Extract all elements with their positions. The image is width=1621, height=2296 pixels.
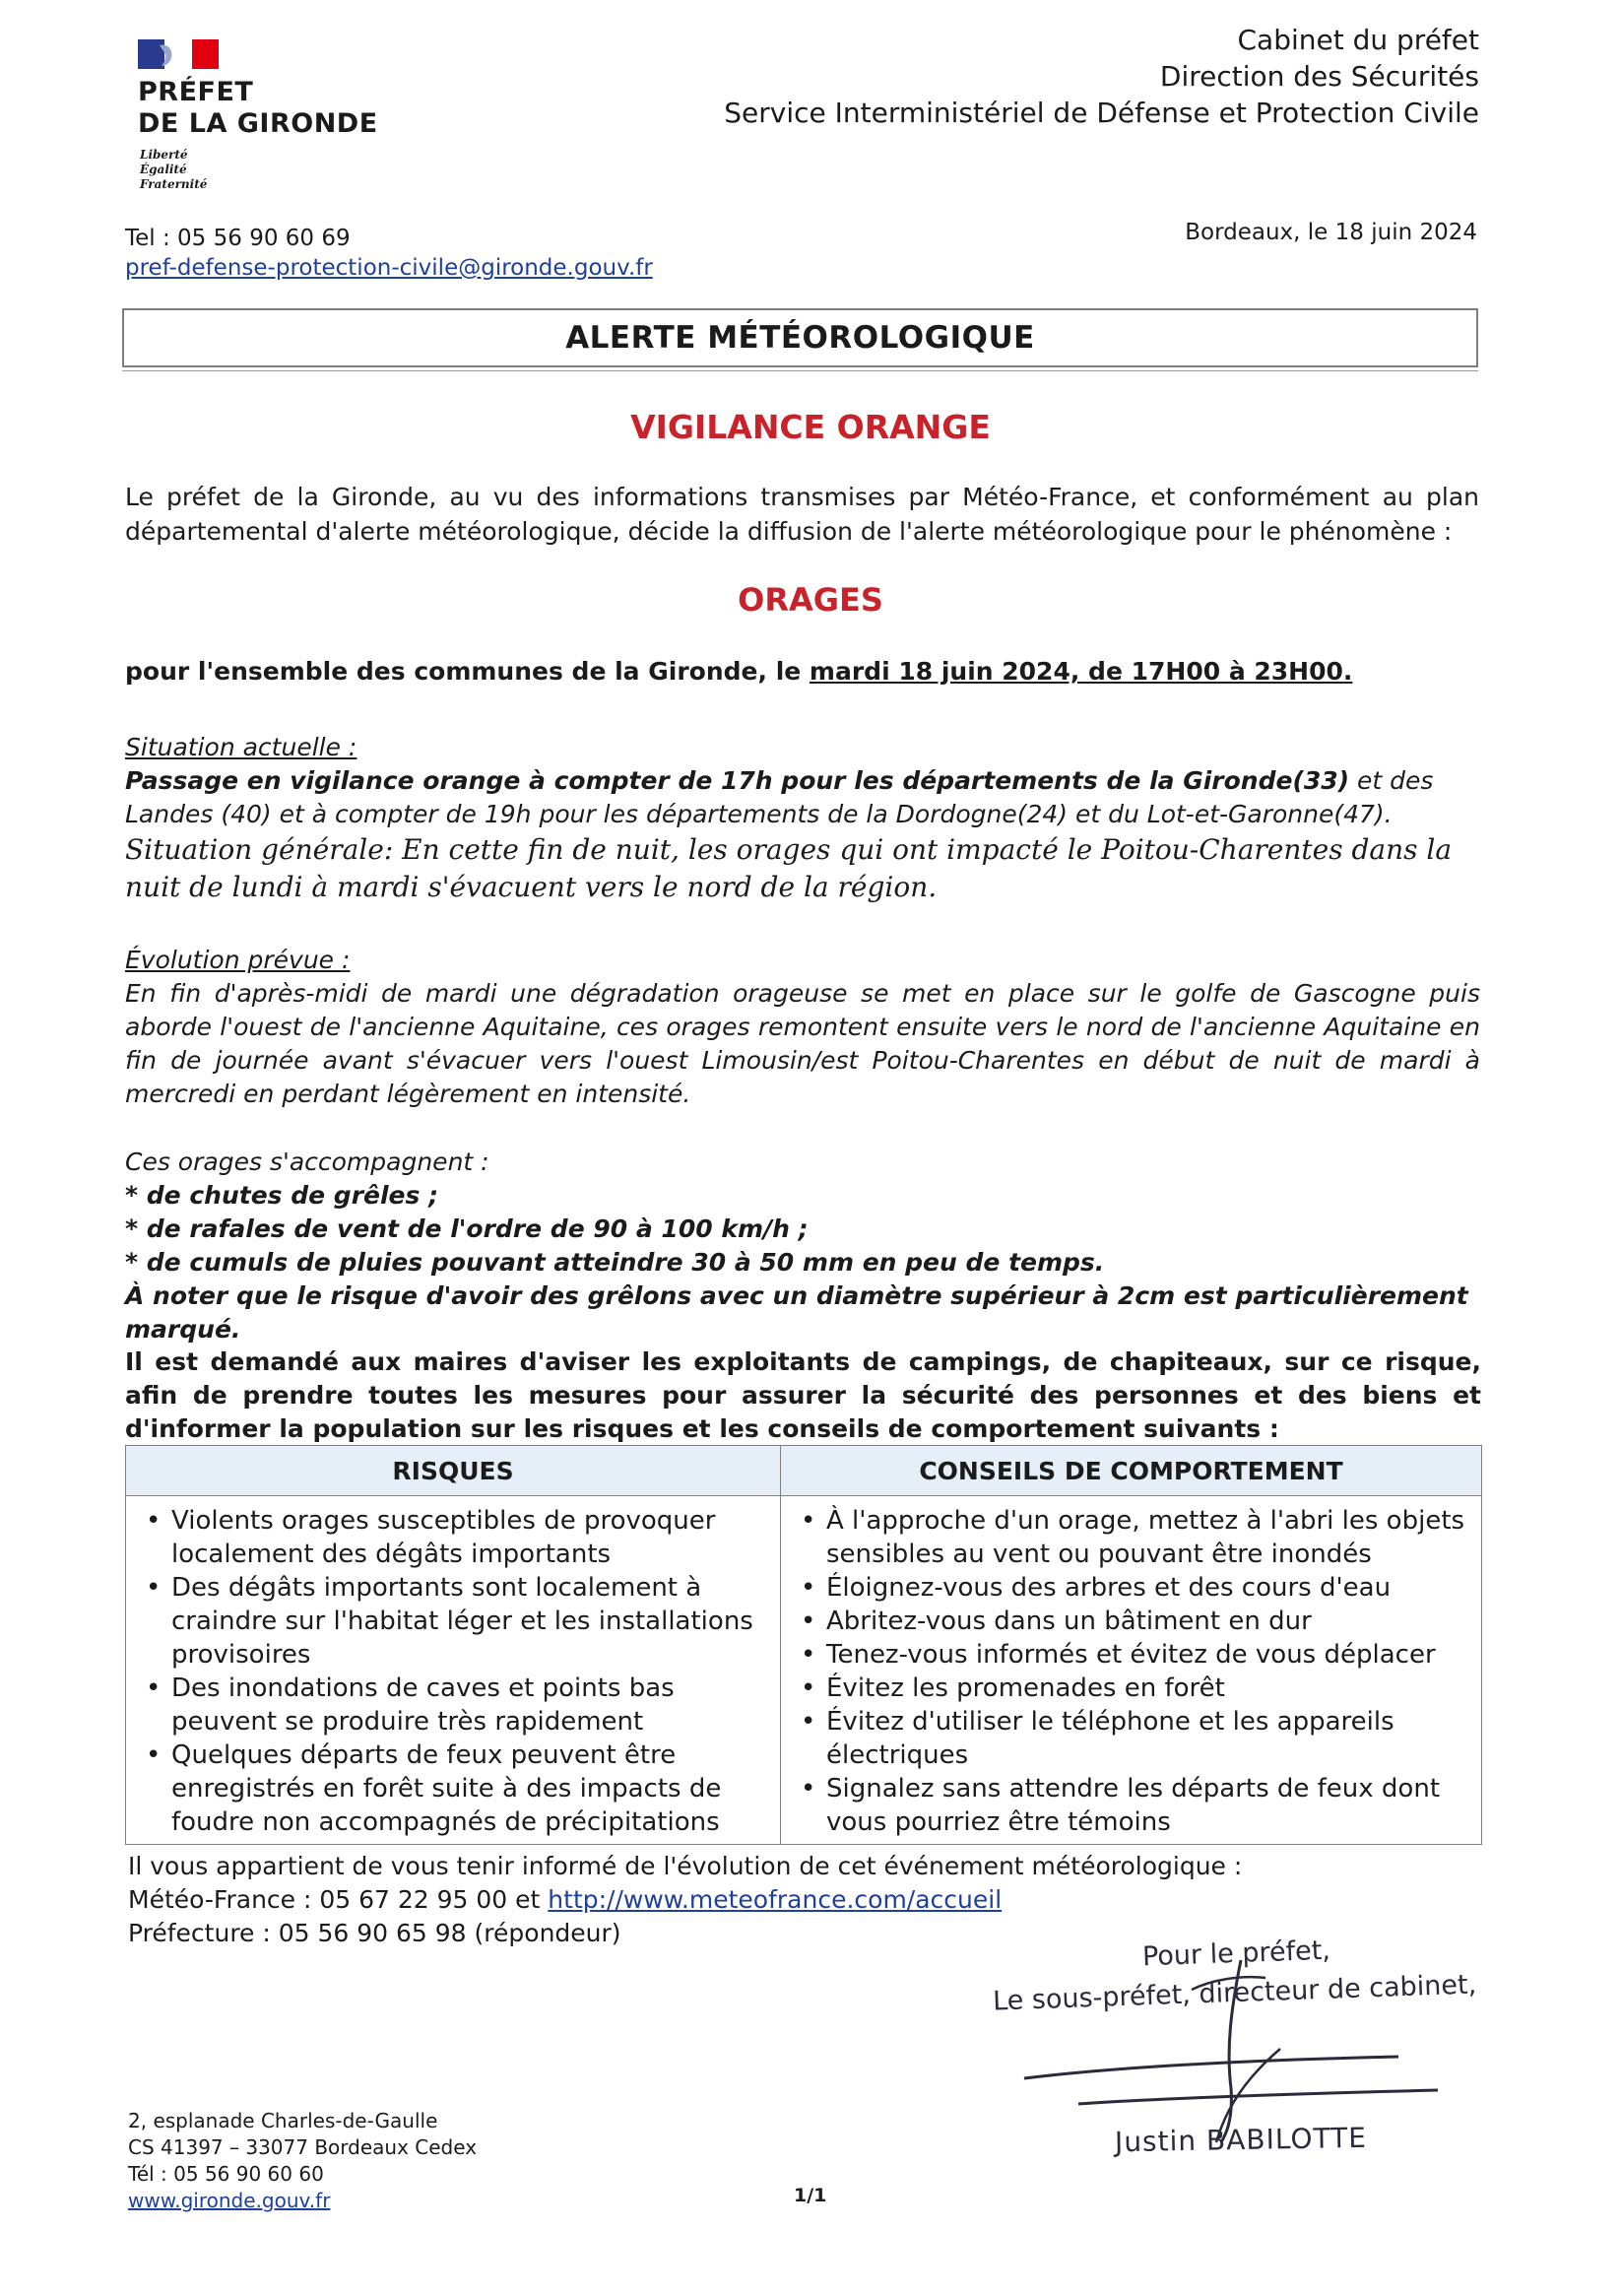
signature-line-2: Le sous-préfet, directeur de cabinet, bbox=[992, 1969, 1477, 2017]
document-date: Bordeaux, le 18 juin 2024 bbox=[1185, 220, 1477, 245]
accompaniment-intro: Ces orages s'accompagnent : bbox=[125, 1148, 489, 1176]
risques-column bbox=[126, 1446, 781, 1844]
risque-item: • Quelques départs de feux peuvent être enregistrés en forêt suite à des impacts de foudre non accompagnés de précipitations bbox=[126, 1738, 780, 1839]
risque-item: • Violents orages susceptibles de provoquer localement des dégâts importants bbox=[126, 1504, 780, 1571]
conseils-column bbox=[781, 1446, 1481, 1844]
accompaniment-section bbox=[125, 1146, 1484, 1346]
signature-line-1: Pour le préfet, bbox=[1141, 1935, 1331, 1973]
vigilance-level: VIGILANCE ORANGE bbox=[630, 408, 991, 446]
situation-rest: et des Landes (40) et à compter de 19h pour les départements de la Dordogne(24) et du Lot-et-Garonne(47). bbox=[125, 766, 1434, 828]
logo-title-line1: PRÉFET bbox=[138, 77, 254, 107]
communes-prefix: pour l'ensemble des communes de la Gironde, le bbox=[125, 657, 810, 686]
address-phone: Tél : 05 56 90 60 60 bbox=[128, 2162, 324, 2186]
motto-liberte: Liberté bbox=[140, 148, 188, 162]
website-link[interactable]: www.gironde.gouv.fr bbox=[128, 2189, 331, 2212]
conseils-list bbox=[781, 1496, 1481, 1839]
maires-instruction: Il est demandé aux maires d'aviser les exploitants de campings, de chapiteaux, sur ce risque, afin de prendre toutes les mesures pour assurer la sécurité des personnes et des biens et d'informer la population sur les risques et les conseils de comportement suivants : bbox=[125, 1347, 1481, 1443]
signatory-name: Justin BABILOTTE bbox=[1114, 2121, 1368, 2159]
accompaniment-item: * de rafales de vent de l'ordre de 90 à 100 km/h ; bbox=[125, 1214, 809, 1243]
situation-label: Situation actuelle : bbox=[125, 733, 357, 761]
motto-fraternite: Fraternité bbox=[140, 177, 208, 191]
page-number: 1/1 bbox=[794, 2185, 827, 2206]
accompaniment-item: * de chutes de grêles ; bbox=[125, 1181, 439, 1210]
meteo-france-link[interactable]: http://www.meteofrance.com/accueil bbox=[548, 1885, 1003, 1914]
contact-email-link[interactable]: pref-defense-protection-civile@gironde.gouv.fr bbox=[125, 255, 653, 281]
situation-section bbox=[125, 731, 1482, 906]
address-line-1: 2, esplanade Charles-de-Gaulle bbox=[128, 2109, 438, 2132]
signature-block bbox=[985, 1931, 1517, 2187]
conseil-item: • Signalez sans attendre les départs de feux dont vous pourriez être témoins bbox=[781, 1772, 1481, 1839]
logo-title-line2: DE LA GIRONDE bbox=[138, 108, 378, 139]
risques-list bbox=[126, 1496, 780, 1839]
office-line-3: Service Interministériel de Défense et Protection Civile bbox=[724, 97, 1479, 129]
meteo-france-phone: Météo-France : 05 67 22 95 00 et bbox=[128, 1885, 549, 1914]
conseils-header: CONSEILS DE COMPORTEMENT bbox=[781, 1446, 1481, 1496]
conseil-item: • Éloignez-vous des arbres et des cours d'eau bbox=[781, 1571, 1481, 1605]
prefecture-phone: Préfecture : 05 56 90 65 98 (répondeur) bbox=[128, 1919, 621, 1947]
conseil-item: • Abritez-vous dans un bâtiment en dur bbox=[781, 1605, 1481, 1638]
phenomenon-title: ORAGES bbox=[738, 581, 883, 619]
marianne-logo-flag bbox=[138, 39, 219, 69]
motto-egalite: Égalité bbox=[140, 163, 187, 176]
office-line-2: Direction des Sécurités bbox=[1159, 60, 1479, 93]
risques-header: RISQUES bbox=[126, 1446, 780, 1496]
conseil-item: • Évitez d'utiliser le téléphone et les appareils électriques bbox=[781, 1705, 1481, 1772]
meteo-france-line bbox=[128, 1883, 1242, 1917]
alert-period: mardi 18 juin 2024, de 17H00 à 23H00. bbox=[809, 657, 1353, 686]
info-line: Il vous appartient de vous tenir informé de l'évolution de cet événement météorologique : bbox=[128, 1852, 1243, 1880]
address-line-2: CS 41397 – 33077 Bordeaux Cedex bbox=[128, 2135, 478, 2159]
republic-motto bbox=[140, 148, 207, 192]
logo-title bbox=[138, 77, 378, 140]
contact-phone: Tel : 05 56 90 60 69 bbox=[125, 226, 351, 251]
situation-bold: Passage en vigilance orange à compter de 17h pour les départements de la Gironde(33) bbox=[125, 766, 1350, 795]
evolution-section bbox=[125, 944, 1480, 1111]
document-title: ALERTE MÉTÉOROLOGIQUE bbox=[122, 308, 1478, 367]
office-line-1: Cabinet du préfet bbox=[1237, 24, 1479, 56]
accompaniment-note: À noter que le risque d'avoir des grêlons avec un diamètre supérieur à 2cm est particulièrement marqué. bbox=[125, 1281, 1468, 1344]
conseil-item: • Tenez-vous informés et évitez de vous déplacer bbox=[781, 1638, 1481, 1672]
communes-line bbox=[125, 657, 1352, 686]
conseil-item: • À l'approche d'un orage, mettez à l'abri les objets sensibles au vent ou pouvant être inondés bbox=[781, 1504, 1481, 1571]
advice-table bbox=[125, 1445, 1482, 1845]
situation-generale: Situation générale: En cette fin de nuit, les orages qui ont impacté le Poitou-Charentes dans la nuit de lundi à mardi s'évacuent vers le nord de la région. bbox=[125, 833, 1453, 903]
prefecture-address bbox=[128, 2108, 477, 2214]
issuing-office bbox=[724, 22, 1479, 131]
evolution-text: En fin d'après-midi de mardi une dégradation orageuse se met en place sur le golfe de Gascogne puis aborde l'ouest de l'ancienne Aquitaine, ces orages remontent ensuite vers le nord de l'ancienne Aquitaine en fin de journée avant s'évacuer vers l'ouest Limousin/est Poitou-Charentes en début de nuit de mardi à mercredi en perdant légèrement en intensité. bbox=[125, 979, 1480, 1108]
evolution-label: Évolution prévue : bbox=[125, 946, 351, 974]
risque-item: • Des inondations de caves et points bas peuvent se produire très rapidement bbox=[126, 1672, 780, 1738]
conseil-item: • Évitez les promenades en forêt bbox=[781, 1672, 1481, 1705]
accompaniment-item: * de cumuls de pluies pouvant atteindre 30 à 50 mm en peu de temps. bbox=[125, 1248, 1105, 1277]
contact-block bbox=[125, 224, 653, 283]
situation-text bbox=[125, 764, 1482, 831]
risque-item: • Des dégâts importants sont localement à craindre sur l'habitat léger et les installations provisoires bbox=[126, 1571, 780, 1672]
intro-paragraph: Le préfet de la Gironde, au vu des informations transmises par Météo-France, et conformément au plan départemental d'alerte météorologique, décide la diffusion de l'alerte météorologique pour le phénomène : bbox=[125, 483, 1479, 546]
